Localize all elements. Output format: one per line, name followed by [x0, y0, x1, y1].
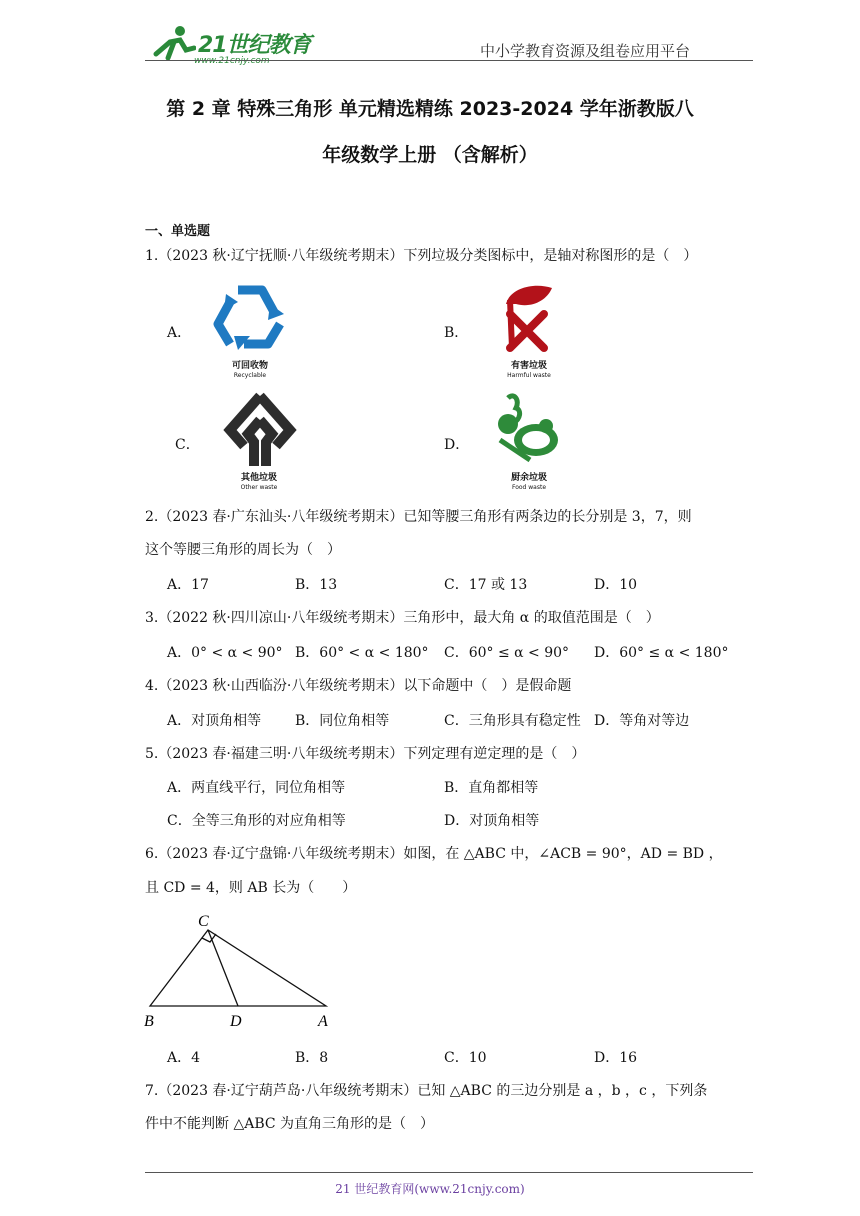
- question-6-stem-line-2: 且 CD = 4，则 AB 长为（ ）: [145, 880, 357, 896]
- q5-option-a: A．两直线平行，同位角相等: [167, 780, 346, 796]
- question-4-stem: 4.（2023 秋·山西临汾·八年级统考期末）以下命题中（ ）是假命题: [145, 678, 572, 694]
- q1-icon-b-caption: 有害垃圾: [510, 361, 547, 371]
- logo-text: 21世纪教育: [198, 33, 311, 58]
- q3-option-a: A．0° < α < 90°: [167, 645, 283, 661]
- question-1-stem: 1.（2023 秋·辽宁抚顺·八年级统考期末）下列垃圾分类图标中，是轴对称图形的是（ ）: [145, 248, 698, 264]
- q6-option-d: D．16: [594, 1050, 638, 1066]
- q4-option-d: D．等角对等边: [594, 713, 690, 729]
- label-b: B: [144, 1013, 154, 1030]
- q1-icon-b-subcaption: Harmful waste: [507, 372, 551, 379]
- q2-option-c: C．17 或 13: [444, 577, 528, 593]
- recycle-icon: [210, 280, 290, 354]
- footer-text: 21 世纪教育网(www.21cnjy.com): [335, 1182, 525, 1196]
- harmful-waste-icon: [500, 282, 560, 352]
- question-2-stem-line-1: 2.（2023 春·广东汕头·八年级统考期末）已知等腰三角形有两条边的长分别是 3，7，则: [145, 509, 692, 525]
- q1-icon-d-subcaption: Food waste: [511, 484, 547, 491]
- triangle-figure: [140, 908, 340, 1032]
- food-waste-icon: [490, 390, 566, 466]
- q1-option-b: B．: [444, 325, 469, 341]
- q4-option-c: C．三角形具有稳定性: [444, 713, 581, 729]
- q1-option-a: A．: [167, 325, 192, 341]
- logo-domain: www.21cnjy.com: [194, 56, 270, 66]
- question-7-stem-line-1: 7.（2023 春·辽宁葫芦岛·八年级统考期末）已知 △ABC 的三边分别是 a ，b ，c ，下列条: [145, 1083, 708, 1099]
- document-title: [120, 86, 740, 178]
- q5-option-b: B．直角都相等: [444, 780, 539, 796]
- q6-option-b: B．8: [295, 1050, 329, 1066]
- site-logo: [150, 22, 320, 68]
- q5-option-c: C．全等三角形的对应角相等: [167, 813, 346, 829]
- q1-icon-d-caption: 厨余垃圾: [510, 473, 547, 483]
- q6-option-c: C．10: [444, 1050, 487, 1066]
- q2-option-a: A．17: [167, 577, 209, 593]
- platform-label: 中小学教育资源及组卷应用平台: [479, 42, 690, 60]
- question-7-stem-line-2: 件中不能判断 △ABC 为直角三角形的是（ ）: [145, 1116, 435, 1132]
- q1-option-c: C．: [175, 437, 200, 453]
- question-2-stem-line-2: 这个等腰三角形的周长为（ ）: [145, 542, 341, 558]
- q1-icon-c-subcaption: Other waste: [240, 484, 278, 491]
- q2-option-b: B．13: [295, 577, 338, 593]
- title-line-2: 年级数学上册 （含解析）: [322, 144, 538, 166]
- title-line-1: 第 2 章 特殊三角形 单元精选精练 2023-2024 学年浙教版八: [166, 98, 694, 120]
- label-d: D: [230, 1013, 242, 1030]
- footer-divider: [145, 1172, 753, 1173]
- q1-icon-a-caption: 可回收物: [231, 361, 268, 371]
- q3-option-d: D．60° ≤ α < 180°: [594, 645, 729, 661]
- section-heading: 一、单选题: [145, 224, 211, 239]
- q3-option-c: C．60° ≤ α < 90°: [444, 645, 570, 661]
- other-waste-icon: [222, 390, 298, 468]
- q6-option-a: A．4: [167, 1050, 201, 1066]
- q4-option-b: B．同位角相等: [295, 713, 390, 729]
- median-cd: [208, 930, 238, 1006]
- label-a: A: [318, 1013, 328, 1030]
- triangle-abc: [150, 930, 326, 1006]
- q2-option-d: D．10: [594, 577, 638, 593]
- q5-option-d: D．对顶角相等: [444, 813, 540, 829]
- q4-option-a: A．对顶角相等: [167, 713, 262, 729]
- label-c: C: [198, 913, 209, 930]
- runner-logo-icon: [150, 24, 196, 64]
- question-5-stem: 5.（2023 春·福建三明·八年级统考期末）下列定理有逆定理的是（ ）: [145, 746, 586, 762]
- q3-option-b: B．60° < α < 180°: [295, 645, 429, 661]
- question-6-stem-line-1: 6.（2023 春·辽宁盘锦·八年级统考期末）如图，在 △ABC 中，∠ACB = 90°，AD = BD ，: [145, 846, 723, 862]
- header-divider: [145, 60, 753, 61]
- q1-option-d: D．: [444, 437, 470, 453]
- question-3-stem: 3.（2022 秋·四川凉山·八年级统考期末）三角形中，最大角 α 的取值范围是（ ）: [145, 610, 660, 626]
- q1-icon-a-subcaption: Recyclable: [233, 372, 267, 379]
- q1-icon-c-caption: 其他垃圾: [240, 473, 277, 483]
